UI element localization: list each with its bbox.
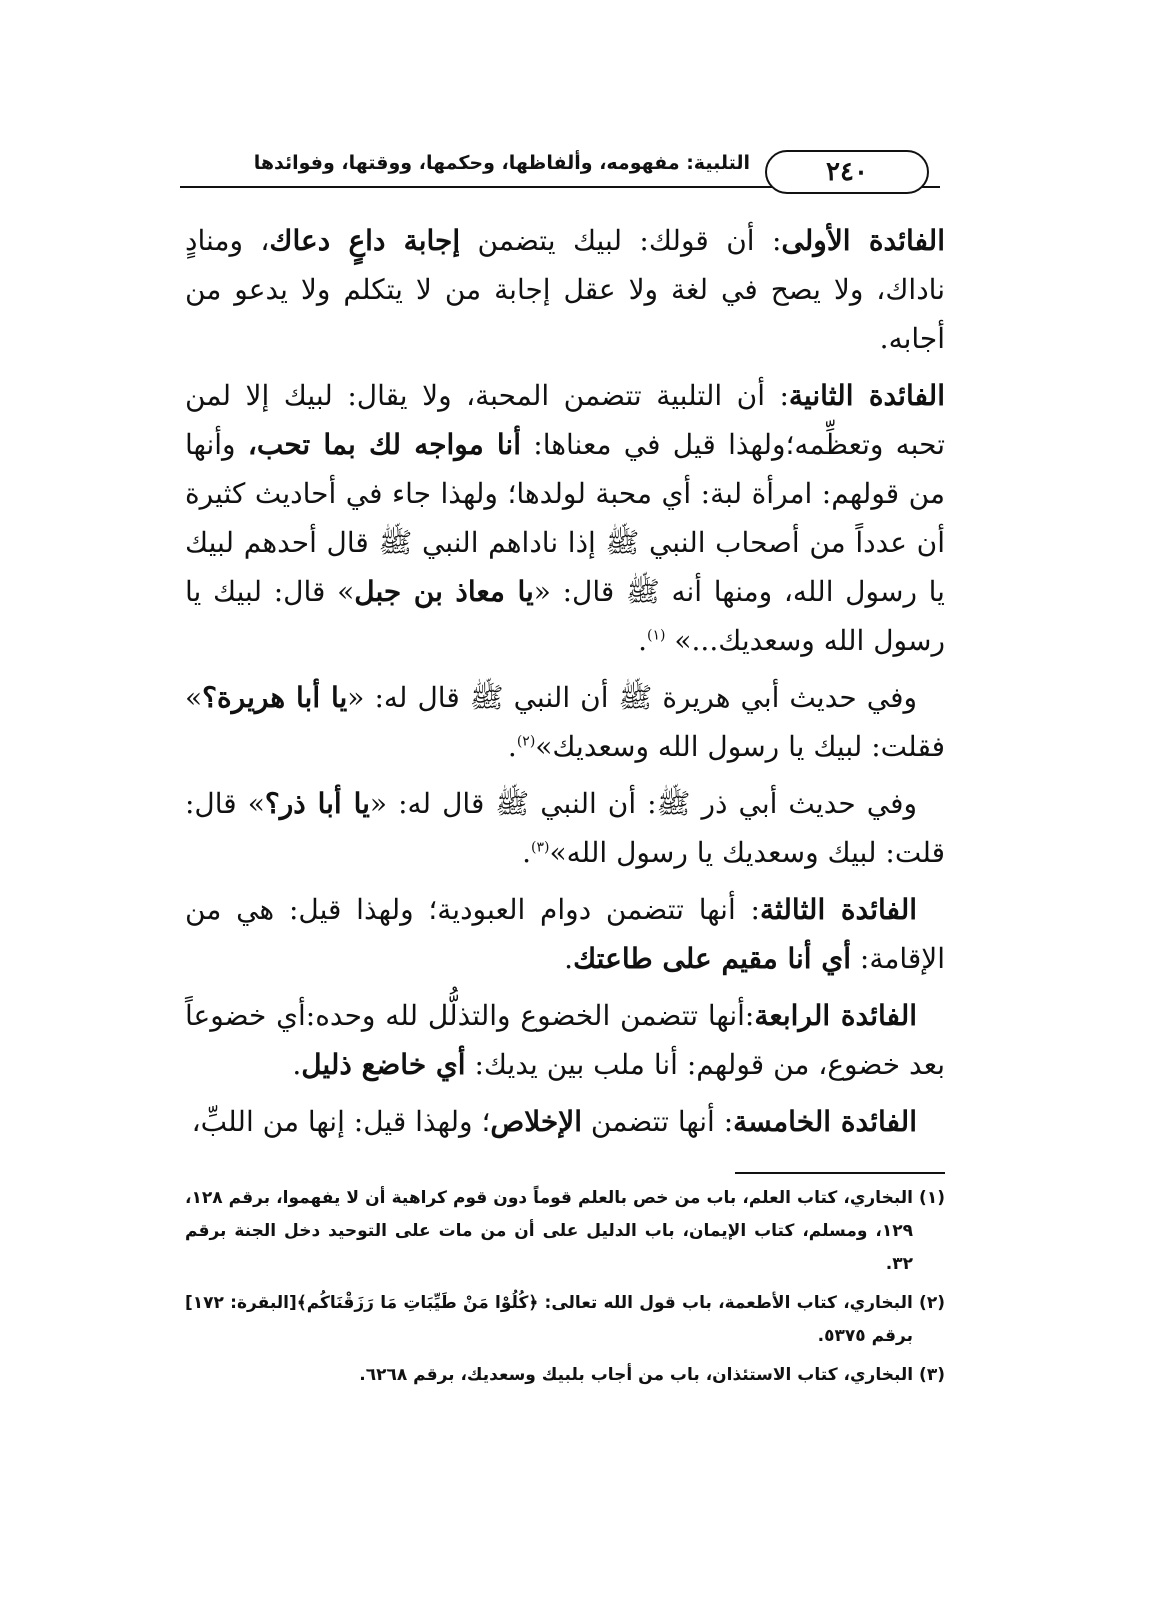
text-run: :أنها تتضمن الخضوع والتذلُّل لله وحده:أي خضوعاً بعد خضوع، من قولهم: أنا ملب بين يديك: [185, 999, 945, 1081]
benefit-heading: الفائدة الثانية [788, 379, 945, 412]
paragraph-benefit-2 [185, 371, 945, 665]
paragraph-benefit-3 [185, 885, 945, 983]
text-run: » فقلت: لبيك يا رسول الله وسعديك» [185, 681, 945, 763]
main-text [185, 216, 945, 1154]
footnote-1: (١) البخاري، كتاب العلم، باب من خص بالعلم قوماً دون قوم كراهية أن لا يفهموا، برقم ١٢٨، ١٢٩، ومسلم، كتاب الإيمان، باب الدليل على أن من مات على التوحيد دخل الجنة برقم ٣٢. [185, 1188, 945, 1274]
text-run: : أن التلبية تتضمن المحبة، ولا يقال: لبيك إلا لمن تحبه وتعظِّمه؛ولهذا قيل في معناها: [185, 379, 945, 461]
footnote-separator [735, 1172, 945, 1174]
bold-phrase: أنا مواجه لك بما تحب، [247, 428, 521, 461]
text-run: ؛ ولهذا قيل: إنها من اللبِّ، [191, 1105, 491, 1138]
benefit-heading: الفائدة الخامسة [733, 1105, 917, 1138]
page-number: ٢٤٠ [765, 150, 929, 194]
footnote-2: (٢) البخاري، كتاب الأطعمة، باب قول الله تعالى: ﴿كُلُوْا مَنْ طَيِّبَاتِ مَا رَزَقْنَاكُم﴾[البقرة: ١٧٢] برقم ٥٣٧٥. [185, 1293, 945, 1346]
text-run: . [292, 1048, 302, 1081]
text-run: » قال: لبيك يا رسول الله وسعديك...» [185, 575, 945, 657]
text-run: : أن قولك: لبيك يتضمن [460, 224, 782, 257]
text-run: . [522, 836, 531, 869]
running-title: التلبية: مفهومه، وألفاظها، وحكمها، ووقتها، وفوائدها [253, 152, 750, 174]
bold-phrase: أي خاضع ذليل [301, 1048, 466, 1081]
paragraph-hadith-abu-hurayra [185, 673, 945, 771]
text-run: ، ومنادٍ ناداك، ولا يصح في لغة ولا عقل إجابة من لا يتكلم ولا يدعو من أجابه. [185, 224, 945, 355]
page-header [180, 150, 950, 198]
text-run: وأنها من قولهم: امرأة لبة: أي محبة لولدها؛ ولهذا جاء في أحاديث كثيرة أن عدداً من أصحاب النبي ﷺ إذا ناداهم النبي ﷺ قال أحدهم لبيك يا رسول الله، ومنها أنه ﷺ قال: « [185, 428, 945, 608]
bold-phrase: أي أنا مقيم على طاعتك [573, 942, 851, 975]
benefit-heading: الفائدة الرابعة [754, 999, 918, 1032]
bold-phrase: يا أبا ذر؟ [264, 787, 370, 820]
text-run: . [564, 942, 574, 975]
bold-phrase: الإخلاص [490, 1105, 582, 1138]
paragraph-benefit-1 [185, 216, 945, 363]
bold-phrase: إجابة داعٍ دعاك [269, 224, 461, 257]
benefit-heading: الفائدة الأولى [781, 224, 945, 257]
text-run: » قال: قلت: لبيك وسعديك يا رسول الله» [185, 787, 945, 869]
text-run: وفي حديث أبي هريرة ﷺ أن النبي ﷺ قال له: « [347, 681, 917, 714]
text-run: . [507, 730, 517, 763]
text-run: . [638, 624, 648, 657]
paragraph-hadith-abu-dharr [185, 779, 945, 877]
benefit-heading: الفائدة الثالثة [759, 893, 917, 926]
text-run: : أنها تتضمن [582, 1105, 734, 1138]
footnote-marker: (١) [647, 627, 666, 644]
text-run: وفي حديث أبي ذر ﷺ: أن النبي ﷺ قال له: « [369, 787, 917, 820]
footnote-marker: (٣) [531, 839, 550, 856]
bold-phrase: يا معاذ بن جبل [354, 575, 534, 608]
footnotes [185, 1182, 945, 1398]
bold-phrase: يا أبا هريرة؟ [202, 681, 348, 714]
paragraph-benefit-5 [185, 1097, 945, 1146]
footnote-marker: (٢) [516, 733, 536, 750]
footnote-3: (٣) البخاري، كتاب الاستئذان، باب من أجاب بلبيك وسعديك، برقم ٦٢٦٨. [359, 1365, 945, 1385]
paragraph-benefit-4 [185, 991, 945, 1089]
text-run: : أنها تتضمن دوام العبودية؛ ولهذا قيل: هي من الإقامة: [185, 893, 945, 975]
